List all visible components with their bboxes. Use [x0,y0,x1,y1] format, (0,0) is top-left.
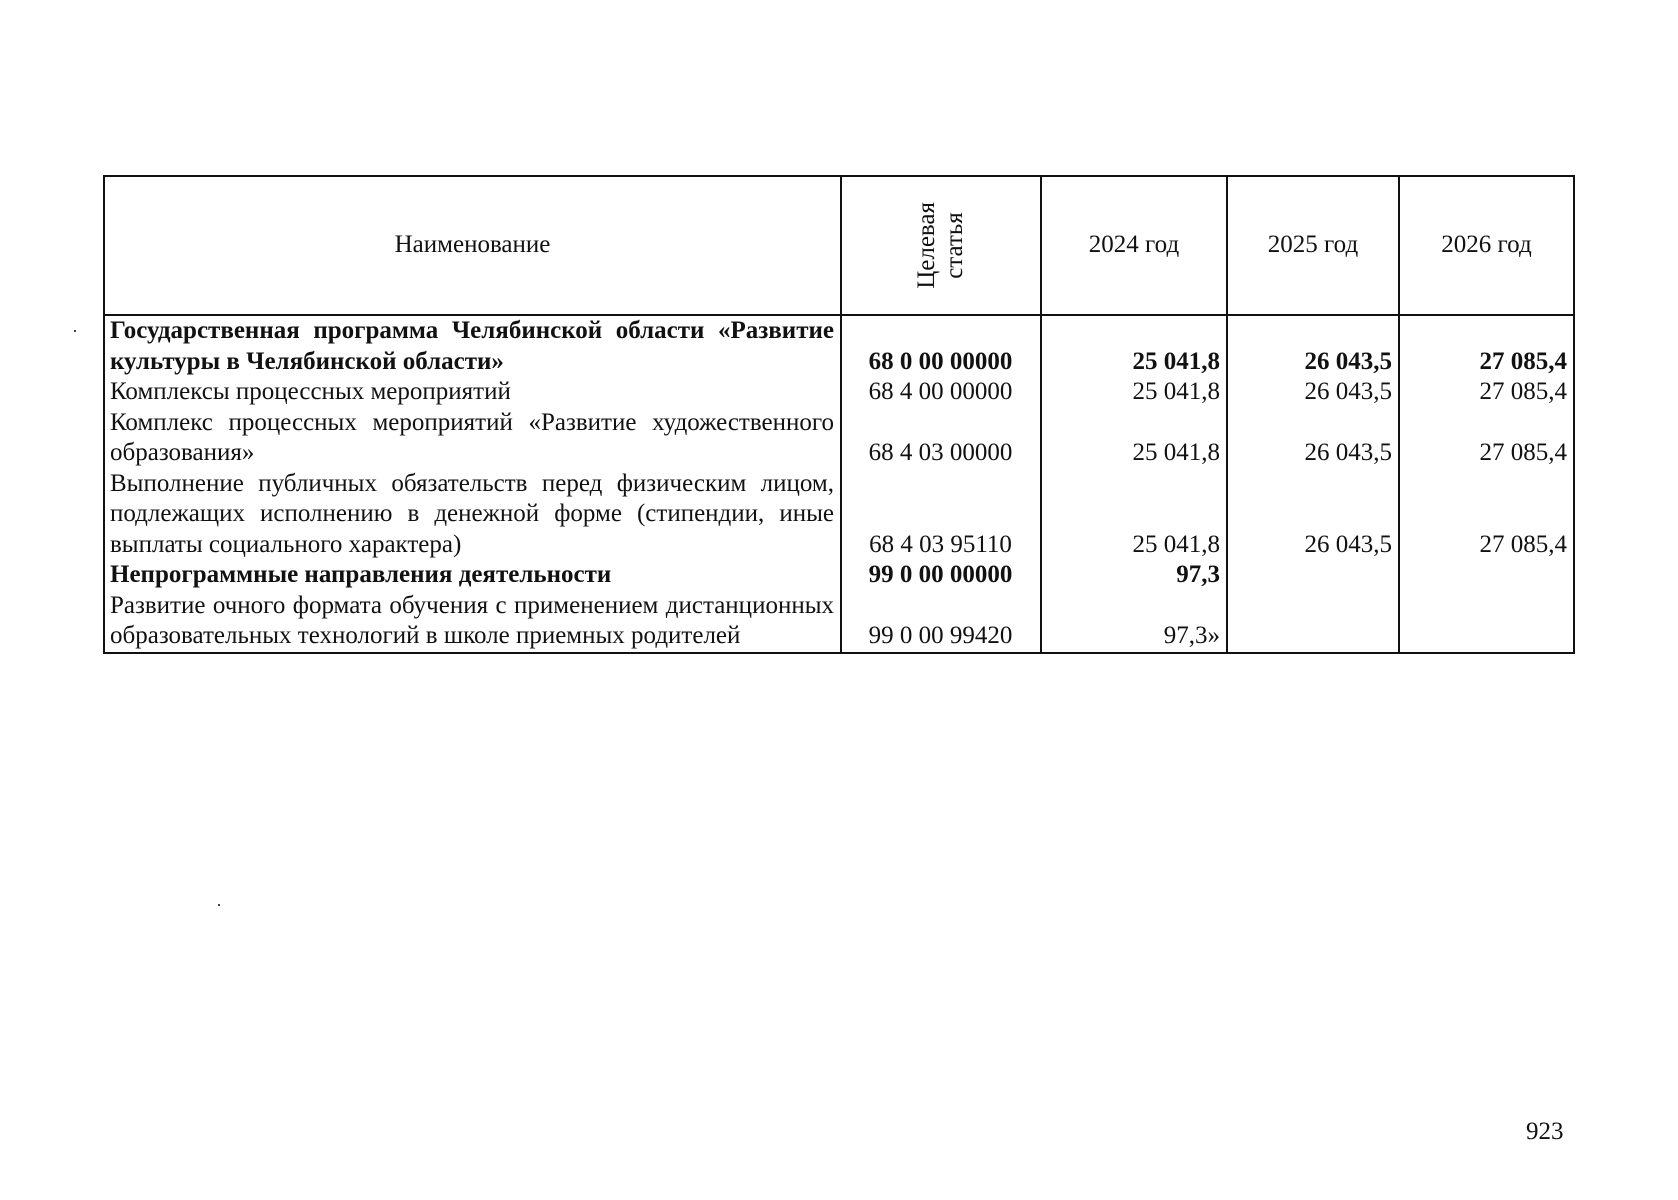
row-2024: 25 041,8 [1041,408,1227,469]
row-name: Комплексы процессных мероприятий [104,377,841,408]
row-code: 68 4 03 95110 [841,469,1041,561]
row-2025 [1227,560,1399,591]
row-code: 99 0 00 99420 [841,591,1041,653]
row-code: 68 0 00 00000 [841,315,1041,377]
row-name: Развитие очного формата обучения с применением дистанционных образовательных технологий в школе приемных родителей [104,591,841,653]
row-2026: 27 085,4 [1399,408,1574,469]
row-2024: 97,3 [1041,560,1227,591]
row-name: Непрограммные направления деятельности [104,560,841,591]
row-2025: 26 043,5 [1227,408,1399,469]
header-target-article-label [913,202,969,289]
header-code-line1: Целевая [913,202,940,289]
row-2024: 25 041,8 [1041,315,1227,377]
row-2025 [1227,591,1399,653]
table-row [104,315,1574,377]
scan-speck [218,904,220,906]
row-2025: 26 043,5 [1227,377,1399,408]
header-2026: 2026 год [1399,176,1574,315]
page-number: 923 [1526,1118,1564,1145]
row-name: Комплекс процессных мероприятий «Развитие художественного образования» [104,408,841,469]
row-code: 68 4 03 00000 [841,408,1041,469]
table-row [104,591,1574,653]
row-name: Выполнение публичных обязательств перед физическим лицом, подлежащих исполнению в денежной форме (стипендии, иные выплаты социального характера) [104,469,841,561]
row-name: Государственная программа Челябинской области «Развитие культуры в Челябинской области» [104,315,841,377]
table-header-row [104,176,1574,315]
row-2026: 27 085,4 [1399,469,1574,561]
header-2025: 2025 год [1227,176,1399,315]
row-2024: 25 041,8 [1041,377,1227,408]
row-2026: 27 085,4 [1399,377,1574,408]
row-code: 99 0 00 00000 [841,560,1041,591]
table-row [104,408,1574,469]
row-2024: 25 041,8 [1041,469,1227,561]
row-2026 [1399,591,1574,653]
row-2026 [1399,560,1574,591]
row-2024: 97,3» [1041,591,1227,653]
budget-table [103,175,1575,654]
row-2025: 26 043,5 [1227,315,1399,377]
row-code: 68 4 00 00000 [841,377,1041,408]
header-code-line2: статья [941,212,968,279]
table-row [104,469,1574,561]
scan-speck [74,330,76,332]
header-name: Наименование [104,176,841,315]
table-row [104,377,1574,408]
table-row [104,560,1574,591]
header-target-article [841,176,1041,315]
header-2024: 2024 год [1041,176,1227,315]
row-2026: 27 085,4 [1399,315,1574,377]
row-2025: 26 043,5 [1227,469,1399,561]
